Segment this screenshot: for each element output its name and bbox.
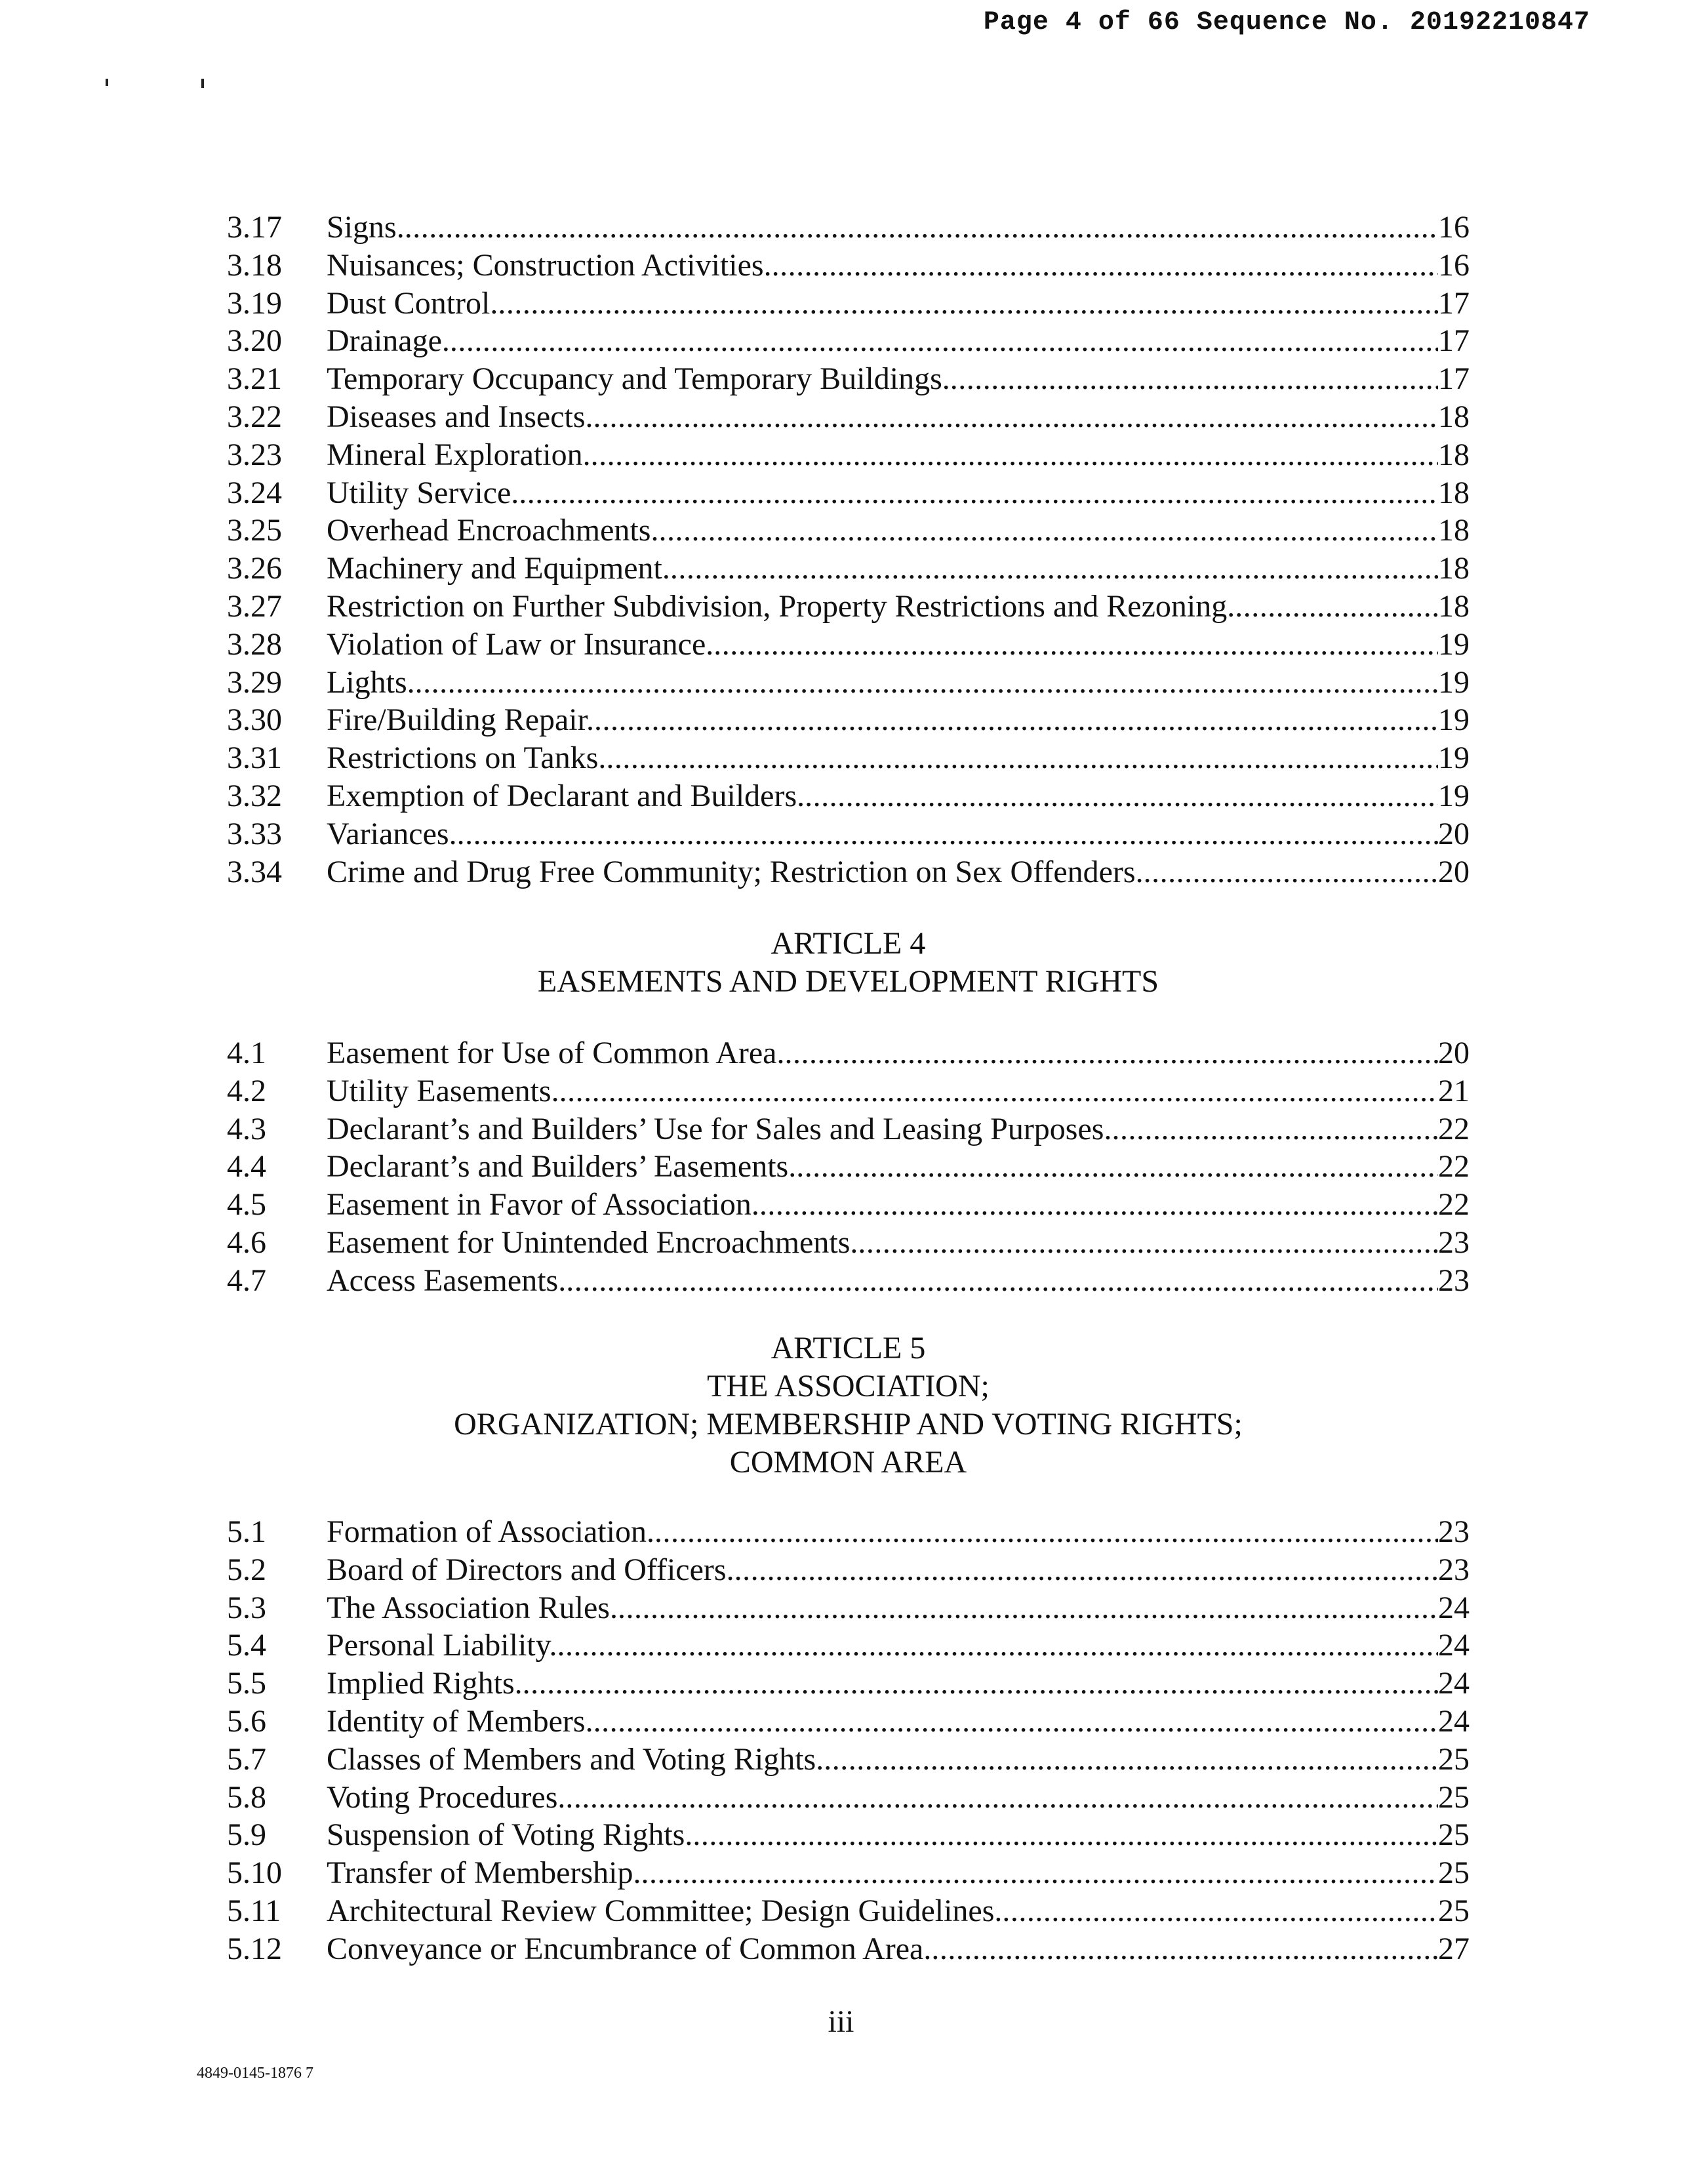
toc-section-title: Utility Service.	[327, 475, 519, 510]
toc-entry[interactable]	[227, 247, 1470, 285]
toc-entry[interactable]	[227, 512, 1470, 550]
toc-section-number: 5.8	[227, 1779, 266, 1815]
toc-section-number: 3.29	[227, 664, 282, 700]
toc-article-3-list	[227, 209, 1470, 891]
toc-entry[interactable]	[227, 436, 1470, 474]
toc-entry[interactable]	[227, 474, 1470, 512]
toc-section-number: 3.17	[227, 210, 282, 245]
toc-section-title: Drainage.	[327, 323, 450, 359]
toc-entry[interactable]	[227, 1665, 1470, 1703]
toc-section-title: Restrictions on Tanks.	[327, 740, 607, 776]
toc-entry[interactable]	[227, 1589, 1470, 1627]
toc-page-number: 25	[1438, 1893, 1470, 1928]
toc-page-number: 19	[1438, 778, 1470, 813]
toc-entry[interactable]	[227, 1262, 1470, 1300]
article-4-subtitle: EASEMENTS AND DEVELOPMENT RIGHTS	[537, 964, 1159, 999]
toc-section-title: Conveyance or Encumbrance of Common Area.	[327, 1931, 932, 1966]
toc-dot-leader	[713, 626, 1438, 664]
toc-section-title: Classes of Members and Voting Rights.	[327, 1741, 824, 1777]
toc-dot-leader	[950, 360, 1438, 398]
toc-dot-leader	[931, 1930, 1438, 1968]
toc-page-number: 22	[1438, 1111, 1470, 1146]
article-5-heading	[227, 1329, 1470, 1482]
toc-section-number: 3.26	[227, 551, 282, 586]
toc-page-number: 20	[1438, 1036, 1470, 1070]
toc-section-title: Voting Procedures.	[327, 1779, 566, 1815]
toc-dot-leader	[519, 474, 1438, 512]
toc-entry[interactable]	[227, 1779, 1470, 1817]
toc-page-number: 17	[1438, 361, 1470, 397]
toc-entry[interactable]	[227, 209, 1470, 247]
toc-section-title: Suspension of Voting Rights.	[327, 1817, 693, 1853]
toc-section-title: Diseases and Insects.	[327, 399, 593, 434]
toc-page-number: 23	[1438, 1552, 1470, 1587]
toc-section-number: 4.3	[227, 1111, 266, 1146]
toc-dot-leader	[566, 1262, 1438, 1300]
toc-article-5-list	[227, 1513, 1470, 1968]
toc-section-number: 4.5	[227, 1187, 266, 1223]
toc-section-number: 3.23	[227, 437, 282, 472]
toc-section-title: Nuisances; Construction Activities.	[327, 247, 772, 283]
toc-section-number: 5.1	[227, 1514, 266, 1549]
toc-section-number: 5.2	[227, 1552, 266, 1587]
article-4-title: ARTICLE 4	[771, 926, 926, 961]
toc-section-number: 3.28	[227, 626, 282, 662]
page-number: iii	[828, 2004, 854, 2039]
document-id: 4849-0145-1876 7	[197, 2065, 313, 2082]
toc-section-title: Implied Rights.	[327, 1666, 523, 1701]
toc-page-number: 25	[1438, 1741, 1470, 1777]
toc-page-number: 18	[1438, 399, 1470, 434]
toc-section-number: 3.25	[227, 513, 282, 548]
toc-section-number: 3.21	[227, 361, 282, 397]
toc-section-title: Violation of Law or Insurance.	[327, 626, 714, 662]
toc-dot-leader	[593, 398, 1438, 436]
toc-section-title: Access Easements.	[327, 1263, 567, 1298]
toc-section-title: Easement for Use of Common Area.	[327, 1036, 785, 1070]
toc-page-number: 19	[1438, 740, 1470, 776]
toc-page-number: 16	[1438, 247, 1470, 283]
toc-entry[interactable]	[227, 1930, 1470, 1968]
toc-section-title: Declarant’s and Builders’ Easements.	[327, 1149, 797, 1184]
toc-entry[interactable]	[227, 322, 1470, 360]
sequence-stamp: Page 4 of 66 Sequence No. 20192210847	[983, 8, 1590, 37]
toc-section-title: Identity of Members.	[327, 1703, 593, 1739]
toc-dot-leader	[594, 701, 1438, 739]
toc-entry[interactable]	[227, 1513, 1470, 1551]
toc-section-title: Formation of Association.	[327, 1514, 654, 1549]
toc-section-number: 4.2	[227, 1073, 266, 1108]
toc-section-title: Temporary Occupancy and Temporary Buildings.	[327, 361, 950, 397]
toc-dot-leader	[1144, 853, 1438, 891]
toc-section-number: 5.12	[227, 1931, 282, 1966]
toc-entry[interactable]	[227, 815, 1470, 853]
toc-dot-leader	[641, 1854, 1438, 1892]
toc-section-number: 3.18	[227, 247, 282, 283]
toc-section-number: 5.9	[227, 1817, 266, 1853]
toc-section-number: 3.20	[227, 323, 282, 359]
toc-section-number: 4.4	[227, 1149, 266, 1184]
scan-mark	[106, 79, 108, 86]
toc-entry[interactable]	[227, 1034, 1470, 1072]
toc-entry[interactable]	[227, 1072, 1470, 1110]
toc-dot-leader	[415, 664, 1438, 702]
toc-section-number: 5.5	[227, 1666, 266, 1701]
toc-section-title: Crime and Drug Free Community; Restriction on Sex Offenders.	[327, 854, 1144, 889]
toc-section-title: Variances.	[327, 816, 457, 851]
toc-section-title: Mineral Exploration.	[327, 437, 591, 472]
toc-section-number: 3.31	[227, 740, 282, 776]
toc-section-title: Restriction on Further Subdivision, Property Restrictions and Rezoning.	[327, 588, 1235, 624]
toc-page-number: 20	[1438, 854, 1470, 889]
toc-dot-leader	[784, 1034, 1438, 1072]
toc-entry[interactable]	[227, 1892, 1470, 1930]
toc-section-number: 5.3	[227, 1590, 266, 1625]
toc-page-number: 23	[1438, 1224, 1470, 1260]
toc-entry[interactable]	[227, 1627, 1470, 1665]
toc-section-number: 3.27	[227, 588, 282, 624]
toc-entry[interactable]	[227, 626, 1470, 664]
toc-entry[interactable]	[227, 285, 1470, 323]
toc-entry[interactable]	[227, 1854, 1470, 1892]
toc-section-title: Architectural Review Committee; Design Guidelines.	[327, 1893, 1003, 1928]
toc-page-number: 25	[1438, 1779, 1470, 1815]
toc-page-number: 21	[1438, 1073, 1470, 1108]
toc-entry[interactable]	[227, 360, 1470, 398]
toc-page-number: 23	[1438, 1263, 1470, 1298]
toc-section-number: 3.33	[227, 816, 282, 851]
toc-section-title: Exemption of Declarant and Builders.	[327, 778, 805, 813]
toc-section-number: 3.19	[227, 285, 282, 321]
toc-page-number: 19	[1438, 702, 1470, 738]
toc-page-number: 23	[1438, 1514, 1470, 1549]
toc-page-number: 19	[1438, 664, 1470, 700]
toc-page-number: 17	[1438, 285, 1470, 321]
toc-dot-leader	[1002, 1892, 1438, 1930]
toc-entry[interactable]	[227, 701, 1470, 739]
toc-entry[interactable]	[227, 739, 1470, 777]
toc-entry[interactable]	[227, 1224, 1470, 1262]
toc-dot-leader	[405, 209, 1438, 247]
toc-section-number: 3.24	[227, 475, 282, 510]
toc-dot-leader	[824, 1741, 1438, 1779]
toc-page-number: 18	[1438, 551, 1470, 586]
toc-page-number: 20	[1438, 816, 1470, 851]
toc-dot-leader	[523, 1665, 1438, 1703]
toc-dot-leader	[692, 1816, 1438, 1854]
toc-page-number: 17	[1438, 323, 1470, 359]
toc-dot-leader	[593, 1703, 1438, 1741]
toc-page-number: 16	[1438, 210, 1470, 245]
toc-dot-leader	[557, 1627, 1439, 1665]
toc-section-title: Fire/Building Repair.	[327, 702, 594, 738]
toc-section-title: Utility Easements.	[327, 1073, 559, 1108]
toc-section-title: Signs.	[327, 210, 405, 245]
article-4-heading	[227, 925, 1470, 1001]
toc-dot-leader	[658, 512, 1438, 550]
toc-entry[interactable]	[227, 1551, 1470, 1589]
toc-dot-leader	[772, 247, 1438, 285]
toc-dot-leader	[654, 1513, 1438, 1551]
toc-section-title: Declarant’s and Builders’ Use for Sales and Leasing Purposes.	[327, 1111, 1112, 1146]
toc-section-title: Dust Control.	[327, 285, 498, 321]
toc-article-4-list	[227, 1034, 1470, 1300]
toc-dot-leader	[805, 777, 1438, 815]
scan-mark	[201, 79, 204, 88]
toc-dot-leader	[1235, 588, 1438, 626]
toc-section-title: Lights.	[327, 664, 415, 700]
article-5-subtitle-line: THE ASSOCIATION;	[707, 1369, 990, 1404]
toc-section-title: Easement in Favor of Association.	[327, 1187, 759, 1223]
toc-section-number: 4.1	[227, 1036, 266, 1070]
toc-dot-leader	[670, 550, 1438, 588]
toc-entry[interactable]	[227, 853, 1470, 891]
toc-section-number: 5.7	[227, 1741, 266, 1777]
toc-section-number: 3.30	[227, 702, 282, 738]
toc-page-number: 18	[1438, 513, 1470, 548]
toc-page-number: 18	[1438, 588, 1470, 624]
toc-page-number: 22	[1438, 1187, 1470, 1223]
toc-dot-leader	[591, 436, 1438, 474]
toc-dot-leader	[450, 322, 1438, 360]
toc-page-number: 24	[1438, 1628, 1470, 1663]
article-5-title: ARTICLE 5	[771, 1331, 926, 1365]
toc-dot-leader	[559, 1072, 1438, 1110]
toc-entry[interactable]	[227, 1703, 1470, 1741]
toc-section-number: 5.11	[227, 1893, 281, 1928]
toc-entry[interactable]	[227, 398, 1470, 436]
toc-section-number: 4.7	[227, 1263, 266, 1298]
toc-page-number: 18	[1438, 437, 1470, 472]
toc-section-title: Board of Directors and Officers.	[327, 1552, 734, 1587]
toc-entry[interactable]	[227, 664, 1470, 702]
toc-entry[interactable]	[227, 777, 1470, 815]
toc-section-title: The Association Rules.	[327, 1590, 618, 1625]
toc-dot-leader	[498, 285, 1438, 323]
toc-entry[interactable]	[227, 588, 1470, 626]
toc-entry[interactable]	[227, 1110, 1470, 1148]
toc-entry[interactable]	[227, 1741, 1470, 1779]
article-5-subtitle-line: COMMON AREA	[729, 1445, 967, 1480]
toc-entry[interactable]	[227, 1816, 1470, 1854]
toc-section-number: 3.32	[227, 778, 282, 813]
toc-section-title: Overhead Encroachments.	[327, 513, 659, 548]
toc-page-number: 22	[1438, 1149, 1470, 1184]
article-5-subtitle-line: ORGANIZATION; MEMBERSHIP AND VOTING RIGHTS;	[454, 1407, 1243, 1442]
toc-entry[interactable]	[227, 550, 1470, 588]
toc-section-number: 5.6	[227, 1703, 266, 1739]
toc-section-title: Easement for Unintended Encroachments.	[327, 1224, 858, 1260]
toc-dot-leader	[858, 1224, 1438, 1262]
toc-dot-leader	[734, 1551, 1438, 1589]
toc-entry[interactable]	[227, 1186, 1470, 1224]
toc-page-number: 25	[1438, 1817, 1470, 1853]
toc-page-number: 19	[1438, 626, 1470, 662]
toc-dot-leader	[1111, 1110, 1438, 1148]
toc-page-number: 24	[1438, 1590, 1470, 1625]
toc-section-number: 5.4	[227, 1628, 266, 1663]
toc-entry[interactable]	[227, 1148, 1470, 1186]
toc-dot-leader	[457, 815, 1438, 853]
toc-page-number: 25	[1438, 1855, 1470, 1891]
toc-section-number: 3.34	[227, 854, 282, 889]
toc-page-number: 27	[1438, 1931, 1470, 1966]
toc-section-number: 3.22	[227, 399, 282, 434]
toc-dot-leader	[796, 1148, 1438, 1186]
toc-section-number: 4.6	[227, 1224, 266, 1260]
toc-page-number: 24	[1438, 1666, 1470, 1701]
toc-section-title: Machinery and Equipment.	[327, 551, 670, 586]
toc-section-title: Personal Liability.	[327, 1628, 557, 1663]
toc-dot-leader	[565, 1779, 1438, 1817]
toc-page-number: 24	[1438, 1703, 1470, 1739]
toc-dot-leader	[606, 739, 1438, 777]
toc-dot-leader	[759, 1186, 1438, 1224]
toc-page-number: 18	[1438, 475, 1470, 510]
toc-section-title: Transfer of Membership.	[327, 1855, 641, 1891]
toc-section-number: 5.10	[227, 1855, 282, 1891]
toc-dot-leader	[618, 1589, 1438, 1627]
